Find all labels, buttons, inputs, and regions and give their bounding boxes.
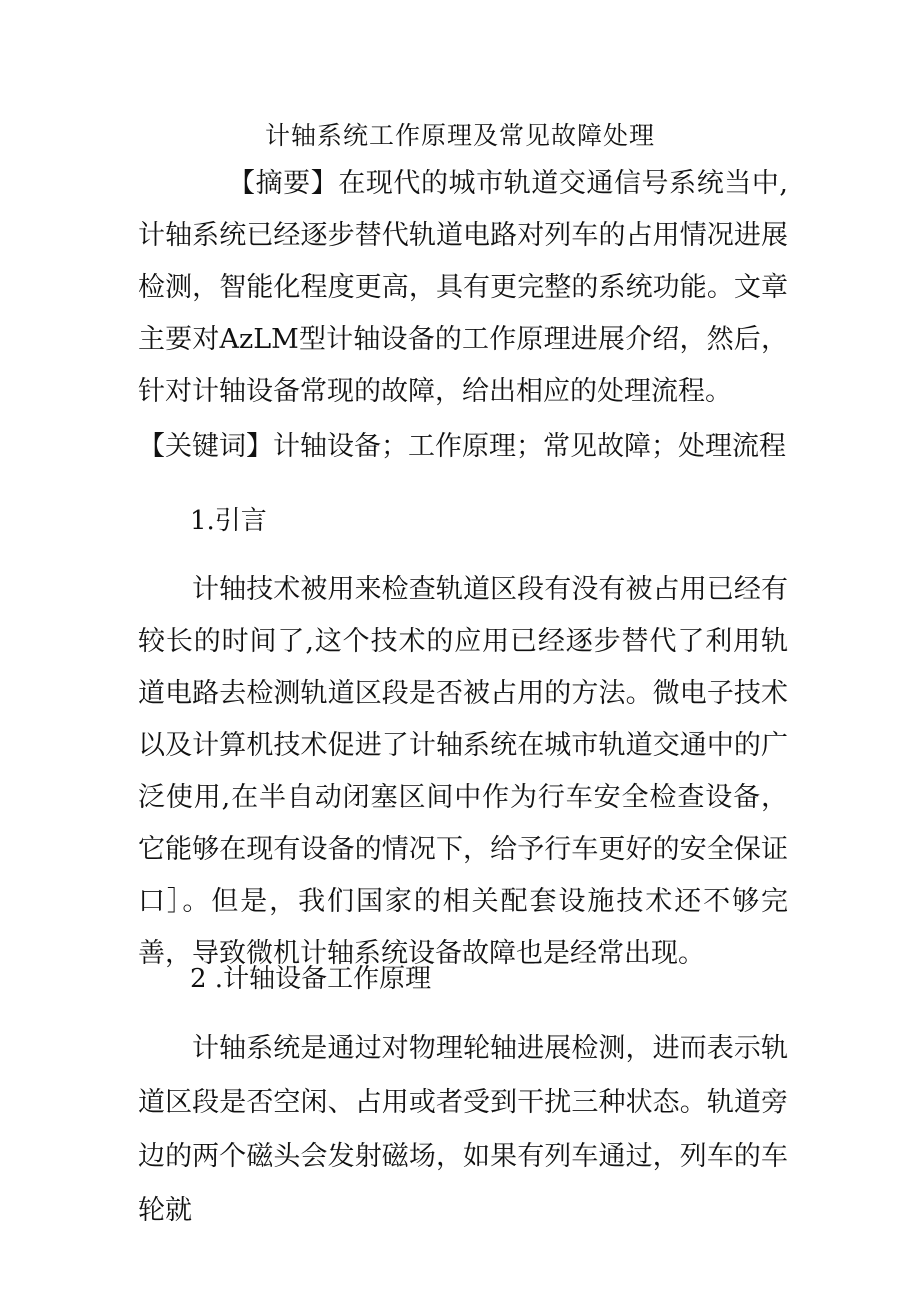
keywords-paragraph: 【关键词】计轴设备；工作原理；常见故障；处理流程: [138, 431, 786, 462]
document-title: 计轴系统工作原理及常见故障处理: [264, 121, 655, 150]
working-principle-paragraph: 计轴系统是通过对物理轮轴进展检测，进而表示轨道区段是否空闲、占用或者受到干扰三种状态。轨道旁边的两个磁头会发射磁场，如果有列车通过，列车的车轮就: [138, 1033, 788, 1226]
abstract-paragraph: 【摘要】在现代的城市轨道交通信号系统当中,计轴系统已经逐步替代轨道电路对列车的占用情况进展检测，智能化程度更高，具有更完整的系统功能。文章主要对AzLM型计轴设备的工作原理进展介绍，然后，针对计轴设备常现的故障，给出相应的处理流程。: [138, 168, 788, 407]
introduction-paragraph: 计轴技术被用来检查轨道区段有没有被占用已经有较长的时间了,这个技术的应用已经逐步替代了利用轨道电路去检测轨道区段是否被占用的方法。微电子技术以及计算机技术促进了计轴系统在城市轨道交通中的广泛使用,在半自动闭塞区间中作为行车安全检查设备，它能够在现有设备的情况下，给予行车更好的安全保证口］。但是，我们国家的相关配套设施技术还不够完善，导致微机计轴系统设备故障也是经常出现。: [138, 574, 788, 969]
section-heading-working-principle: 2 .计轴设备工作原理: [190, 964, 432, 994]
section-heading-introduction: 1.引言: [190, 506, 267, 536]
